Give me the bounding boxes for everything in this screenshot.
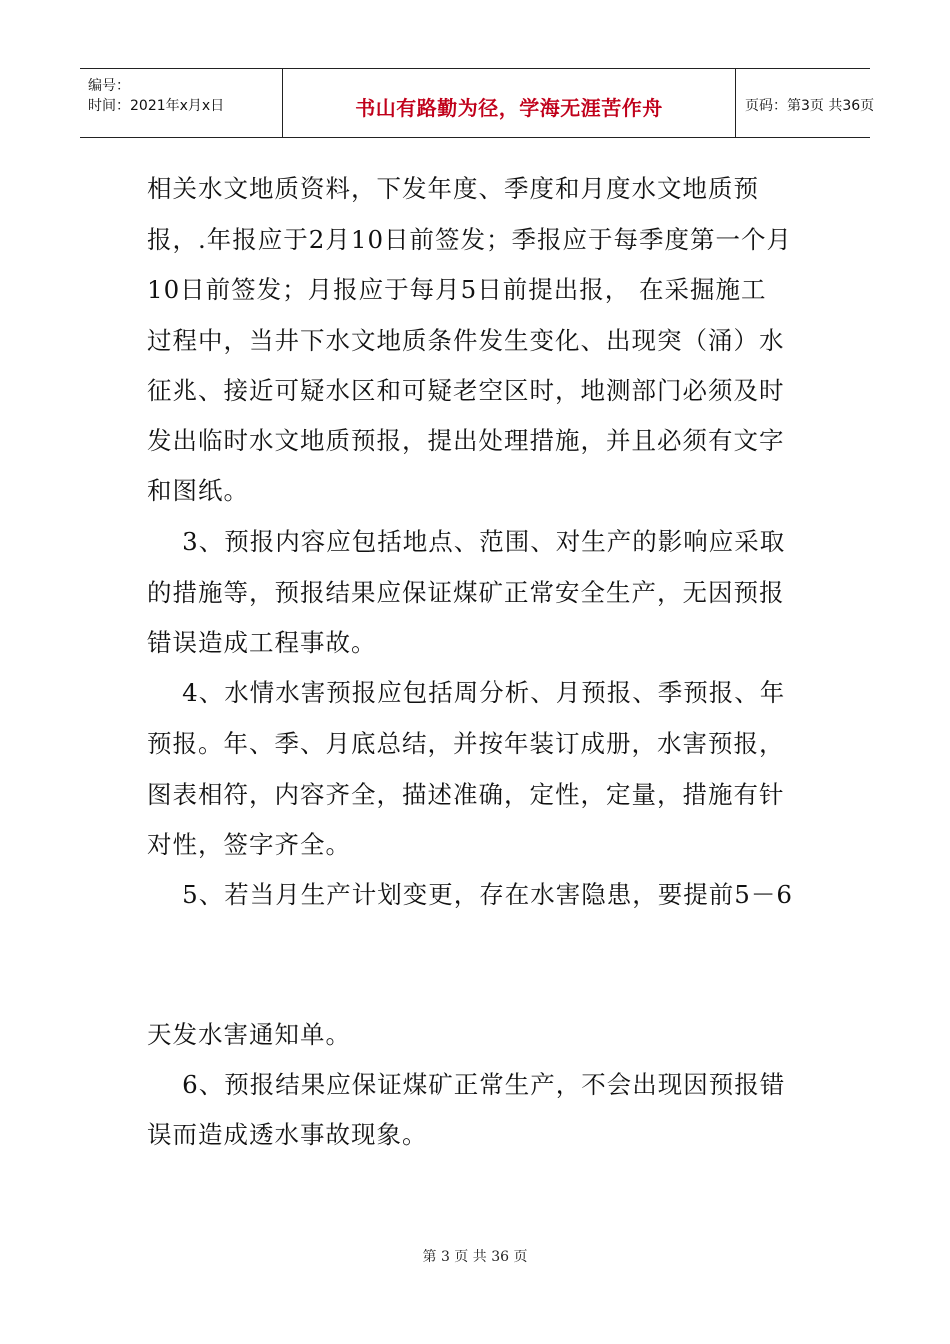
text-line: 报，.年报应于2月10日前签发；季报应于每季度第一个月 [147, 225, 793, 254]
text-line: 天发水害通知单。 [147, 1020, 351, 1049]
text-line: 对性，签字齐全。 [147, 830, 351, 859]
text-line: 的措施等，预报结果应保证煤矿正常安全生产，无因预报 [147, 578, 785, 607]
text-line: 和图纸。 [147, 476, 249, 505]
text-line: 发出临时水文地质预报，提出处理措施，并且必须有文字 [147, 426, 785, 455]
text-line: 图表相符，内容齐全，描述准确，定性，定量，措施有针 [147, 780, 785, 809]
text-line: 3、预报内容应包括地点、范围、对生产的影响应采取 [147, 527, 786, 556]
page-footer: 第 3 页 共 36 页 [422, 1249, 528, 1265]
text-line: 过程中，当井下水文地质条件发生变化、出现突（涌）水 [147, 326, 785, 355]
text-line: 误而造成透水事故现象。 [147, 1120, 428, 1149]
time-label: 时间：2021年x月x日 [88, 98, 225, 114]
text-line: 预报。年、季、月底总结，并按年装订成册，水害预报， [147, 729, 785, 758]
text-line: 4、水情水害预报应包括周分析、月预报、季预报、年 [147, 678, 786, 707]
page-info: 页码：第3页 共36页 [745, 98, 875, 114]
text-line: 6、预报结果应保证煤矿正常生产，不会出现因预报错 [147, 1070, 786, 1099]
header-page-cell [735, 69, 875, 137]
motto-text: 书山有路勤为径，学海无涯苦作舟 [355, 96, 663, 120]
text-line: 征兆、接近可疑水区和可疑老空区时，地测部门必须及时 [147, 376, 785, 405]
header-info-cell [80, 69, 282, 137]
header-motto-cell [282, 69, 736, 137]
text-line: 10日前签发；月报应于每月5日前提出报， 在采掘施工 [147, 275, 767, 304]
text-line: 错误造成工程事故。 [147, 628, 377, 657]
document-header [80, 68, 875, 138]
text-line: 5、若当月生产计划变更，存在水害隐患，要提前5－6 [147, 880, 793, 909]
text-line: 相关水文地质资料，下发年度、季度和月度水文地质预 [147, 174, 759, 203]
number-label: 编号： [88, 78, 130, 94]
